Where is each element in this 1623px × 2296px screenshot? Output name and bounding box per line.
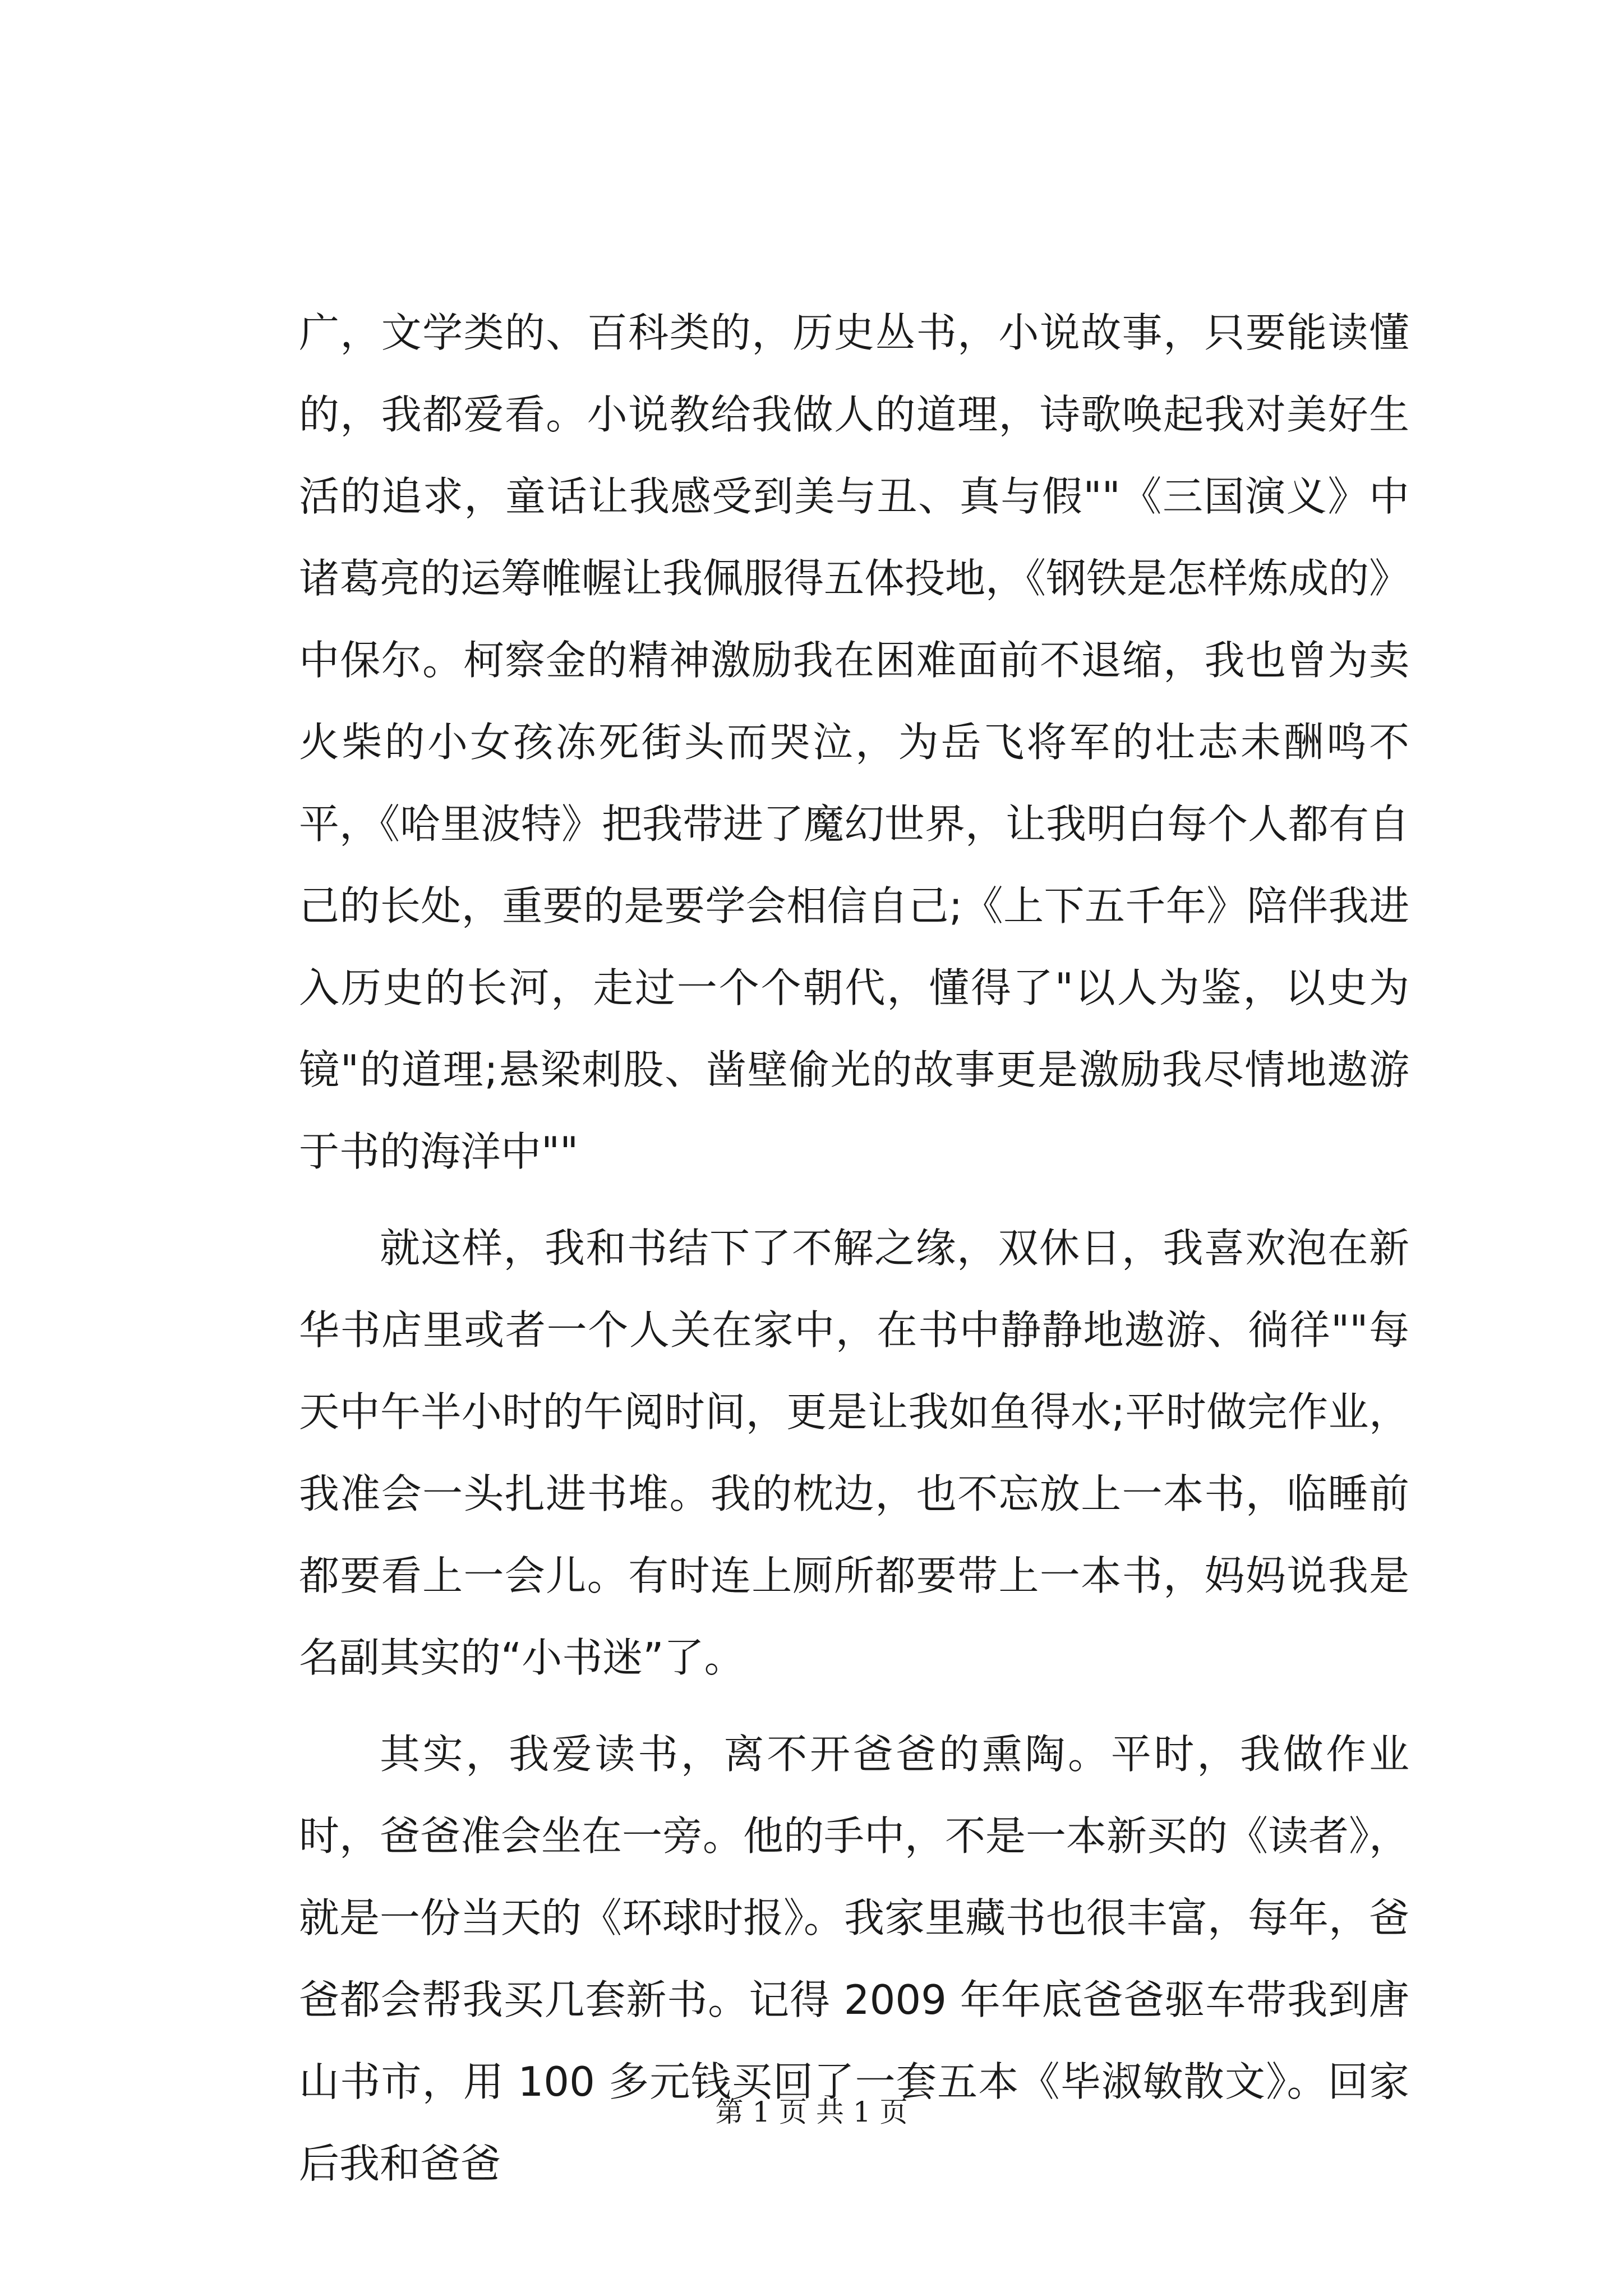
paragraph-bookworm: 就这样，我和书结下了不解之缘，双休日，我喜欢泡在新华书店里或者一个人关在家中，在书中静静地遨游、徜徉""每天中午半小时的午阅时间，更是让我如鱼得水;平时做完作业，我准会一头扎进书堆。我的枕边，也不忘放上一本书，临睡前都要看上一会儿。有时连上厕所都要带上一本书，妈妈说我是名副其实的“小书迷”了。: [299, 1225, 1409, 1681]
paragraph-father-influence: 其实，我爱读书，离不开爸爸的熏陶。平时，我做作业时，爸爸准会坐在一旁。他的手中，不是一本新买的《读者》，就是一份当天的《环球时报》。我家里藏书也很丰富，每年，爸爸都会帮我买几套新书。记得 2009 年年底爸爸驱车带我到唐山书市，用 100 多元钱买回了一套五本《毕淑敏散文》。回家后我和爸爸: [299, 1731, 1410, 2187]
document-body: [299, 292, 1409, 2205]
paragraph-continuation: 广，文学类的、百科类的，历史丛书，小说故事，只要能读懂的，我都爱看。小说教给我做人的道理，诗歌唤起我对美好生活的追求，童话让我感受到美与丑、真与假""《三国演义》中诸葛亮的运筹帷幄让我佩服得五体投地，《钢铁是怎样炼成的》中保尔。柯察金的精神激励我在困难面前不退缩，我也曾为卖火柴的小女孩冻死街头而哭泣，为岳飞将军的壮志未酬鸣不平，《哈里波特》把我带进了魔幻世界，让我明白每个人都有自己的长处，重要的是要学会相信自己;《上下五千年》陪伴我进入历史的长河，走过一个个朝代，懂得了"以人为鉴，以史为镜"的道理;悬梁刺股、凿壁偷光的故事更是激励我尽情地遨游于书的海洋中"": [299, 309, 1410, 1175]
page-footer: 第 1 页 共 1 页: [715, 2096, 908, 2128]
